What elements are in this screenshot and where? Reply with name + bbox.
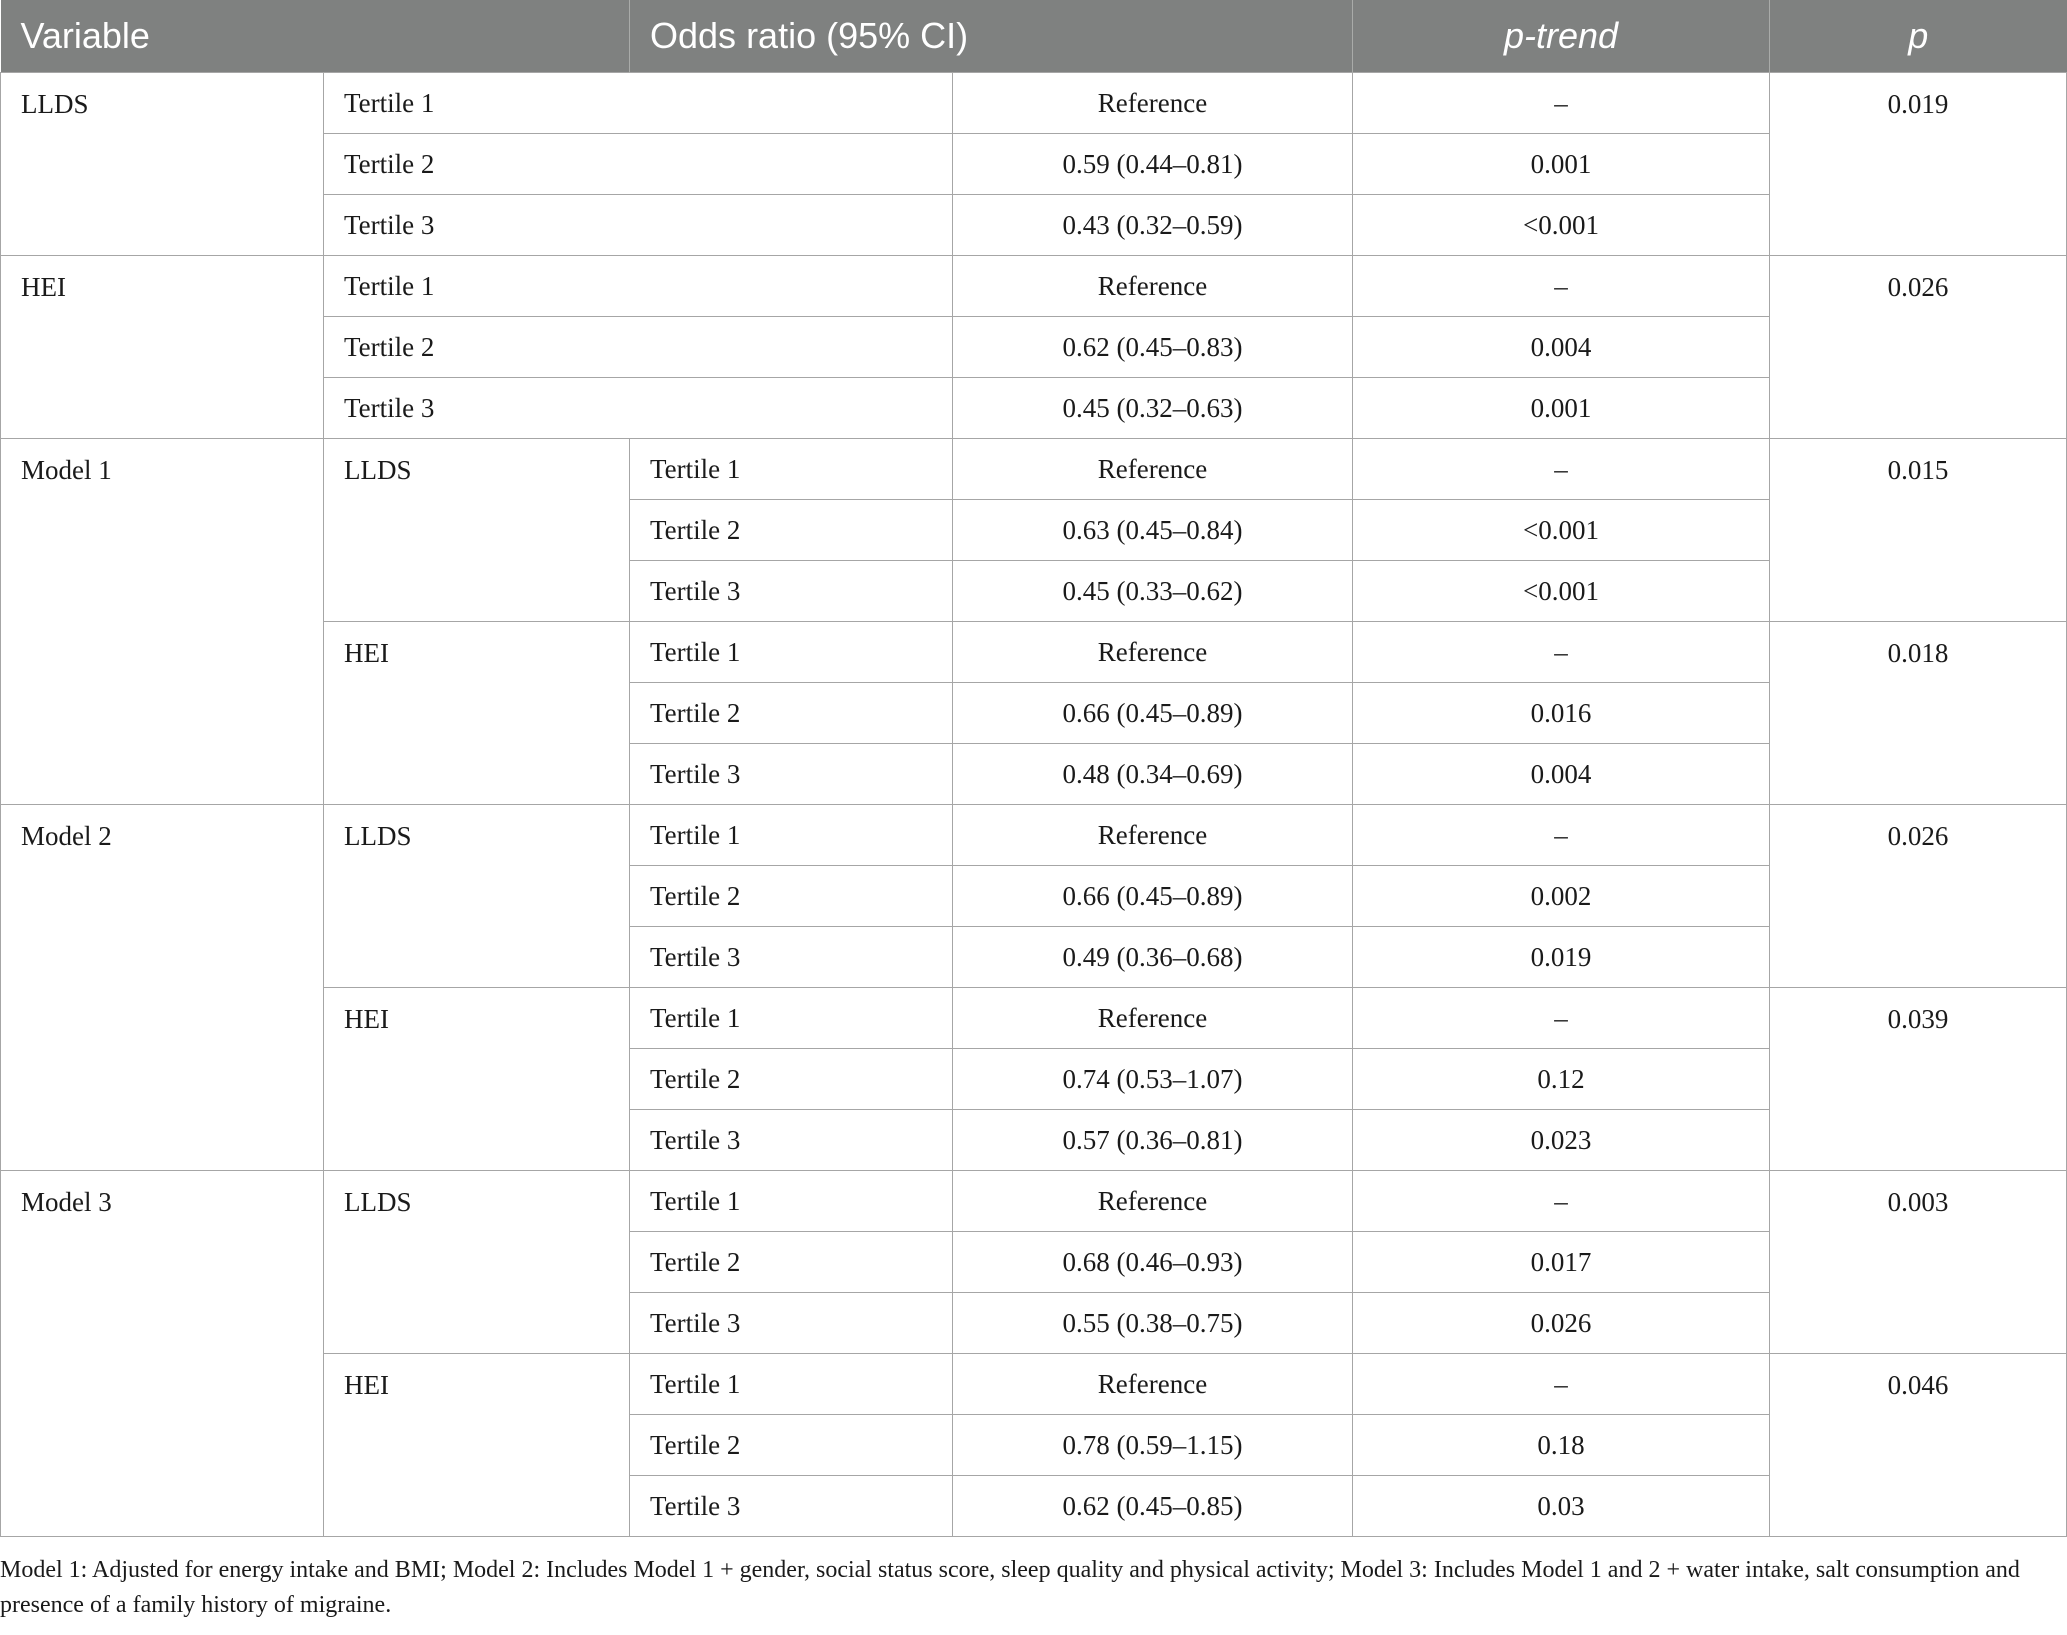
odds-ratio-cell: Reference <box>953 622 1353 683</box>
model-label: Model 1 <box>1 439 324 805</box>
odds-ratio-cell: 0.45 (0.33–0.62) <box>953 561 1353 622</box>
odds-ratio-cell: 0.63 (0.45–0.84) <box>953 500 1353 561</box>
p-trend-cell: – <box>1353 256 1770 317</box>
p-trend-cell: 0.002 <box>1353 866 1770 927</box>
p-trend-cell: – <box>1353 73 1770 134</box>
p-value-cell: 0.015 <box>1770 439 2067 622</box>
tertile-label: Tertile 2 <box>630 866 953 927</box>
index-label: LLDS <box>324 1171 630 1354</box>
header-p: p <box>1770 0 2067 73</box>
p-value-cell: 0.026 <box>1770 256 2067 439</box>
p-trend-cell: 0.001 <box>1353 134 1770 195</box>
index-label: HEI <box>324 1354 630 1537</box>
table-row <box>1 256 2067 317</box>
table-row <box>1 805 2067 866</box>
tertile-label: Tertile 3 <box>630 744 953 805</box>
p-trend-cell: – <box>1353 805 1770 866</box>
tertile-label: Tertile 3 <box>630 1476 953 1537</box>
p-trend-cell: <0.001 <box>1353 195 1770 256</box>
tertile-label: Tertile 2 <box>630 1049 953 1110</box>
table-row <box>1 439 2067 500</box>
index-label: HEI <box>324 622 630 805</box>
odds-ratio-cell: 0.45 (0.32–0.63) <box>953 378 1353 439</box>
odds-ratio-cell: 0.62 (0.45–0.85) <box>953 1476 1353 1537</box>
tertile-label: Tertile 1 <box>324 256 953 317</box>
odds-ratio-cell: 0.62 (0.45–0.83) <box>953 317 1353 378</box>
p-trend-cell: 0.18 <box>1353 1415 1770 1476</box>
tertile-label: Tertile 1 <box>630 805 953 866</box>
tertile-label: Tertile 1 <box>630 622 953 683</box>
tertile-label: Tertile 2 <box>630 500 953 561</box>
model-label: Model 2 <box>1 805 324 1171</box>
variable-label: LLDS <box>1 73 324 256</box>
table-header <box>1 0 2067 73</box>
index-label: LLDS <box>324 805 630 988</box>
header-odds-ratio: Odds ratio (95% CI) <box>630 0 1353 73</box>
header-variable: Variable <box>1 0 630 73</box>
odds-ratio-cell: 0.57 (0.36–0.81) <box>953 1110 1353 1171</box>
p-value-cell: 0.018 <box>1770 622 2067 805</box>
p-value-cell: 0.046 <box>1770 1354 2067 1537</box>
odds-ratio-cell: 0.43 (0.32–0.59) <box>953 195 1353 256</box>
tertile-label: Tertile 1 <box>630 1354 953 1415</box>
odds-ratio-cell: Reference <box>953 439 1353 500</box>
p-trend-cell: 0.004 <box>1353 317 1770 378</box>
p-value-cell: 0.019 <box>1770 73 2067 256</box>
p-trend-cell: 0.12 <box>1353 1049 1770 1110</box>
tertile-label: Tertile 3 <box>324 195 953 256</box>
tertile-label: Tertile 1 <box>630 1171 953 1232</box>
p-trend-cell: 0.019 <box>1353 927 1770 988</box>
p-trend-cell: 0.023 <box>1353 1110 1770 1171</box>
header-p-trend: p-trend <box>1353 0 1770 73</box>
odds-ratio-cell: Reference <box>953 988 1353 1049</box>
table-row <box>1 1171 2067 1232</box>
tertile-label: Tertile 3 <box>324 378 953 439</box>
tertile-label: Tertile 2 <box>630 1232 953 1293</box>
tertile-label: Tertile 2 <box>630 683 953 744</box>
p-trend-cell: – <box>1353 439 1770 500</box>
odds-ratio-cell: 0.66 (0.45–0.89) <box>953 683 1353 744</box>
odds-ratio-cell: 0.68 (0.46–0.93) <box>953 1232 1353 1293</box>
p-trend-cell: 0.001 <box>1353 378 1770 439</box>
p-trend-cell: 0.004 <box>1353 744 1770 805</box>
odds-ratio-cell: 0.78 (0.59–1.15) <box>953 1415 1353 1476</box>
p-trend-cell: – <box>1353 988 1770 1049</box>
p-value-cell: 0.003 <box>1770 1171 2067 1354</box>
table-row <box>1 73 2067 134</box>
odds-ratio-cell: 0.55 (0.38–0.75) <box>953 1293 1353 1354</box>
tertile-label: Tertile 3 <box>630 927 953 988</box>
p-trend-cell: <0.001 <box>1353 561 1770 622</box>
odds-ratio-cell: Reference <box>953 73 1353 134</box>
odds-ratio-cell: 0.59 (0.44–0.81) <box>953 134 1353 195</box>
p-trend-cell: – <box>1353 1171 1770 1232</box>
odds-ratio-cell: Reference <box>953 256 1353 317</box>
table-body <box>1 73 2067 1537</box>
odds-ratio-cell: Reference <box>953 1354 1353 1415</box>
tertile-label: Tertile 2 <box>324 134 953 195</box>
p-trend-cell: 0.026 <box>1353 1293 1770 1354</box>
odds-ratio-cell: 0.49 (0.36–0.68) <box>953 927 1353 988</box>
tertile-label: Tertile 1 <box>630 988 953 1049</box>
tertile-label: Tertile 1 <box>324 73 953 134</box>
tertile-label: Tertile 2 <box>324 317 953 378</box>
tertile-label: Tertile 2 <box>630 1415 953 1476</box>
index-label: HEI <box>324 988 630 1171</box>
odds-ratio-cell: 0.66 (0.45–0.89) <box>953 866 1353 927</box>
header-row <box>1 0 2067 73</box>
odds-ratio-cell: 0.74 (0.53–1.07) <box>953 1049 1353 1110</box>
tertile-label: Tertile 3 <box>630 1293 953 1354</box>
p-value-cell: 0.026 <box>1770 805 2067 988</box>
tertile-label: Tertile 1 <box>630 439 953 500</box>
tertile-label: Tertile 3 <box>630 1110 953 1171</box>
p-trend-cell: – <box>1353 622 1770 683</box>
p-trend-cell: 0.016 <box>1353 683 1770 744</box>
p-trend-cell: <0.001 <box>1353 500 1770 561</box>
index-label: LLDS <box>324 439 630 622</box>
p-trend-cell: 0.03 <box>1353 1476 1770 1537</box>
odds-ratio-cell: 0.48 (0.34–0.69) <box>953 744 1353 805</box>
table-footnote: Model 1: Adjusted for energy intake and BMI; Model 2: Includes Model 1 + gender, social status score, sleep quality and physical activity; Model 3: Includes Model 1 and 2 + water intake, salt consumption and presence of a family history of migraine. <box>0 1557 2020 1618</box>
p-trend-cell: 0.017 <box>1353 1232 1770 1293</box>
variable-label: HEI <box>1 256 324 439</box>
model-label: Model 3 <box>1 1171 324 1537</box>
odds-ratio-cell: Reference <box>953 805 1353 866</box>
p-trend-cell: – <box>1353 1354 1770 1415</box>
odds-ratio-cell: Reference <box>953 1171 1353 1232</box>
tertile-label: Tertile 3 <box>630 561 953 622</box>
p-value-cell: 0.039 <box>1770 988 2067 1171</box>
